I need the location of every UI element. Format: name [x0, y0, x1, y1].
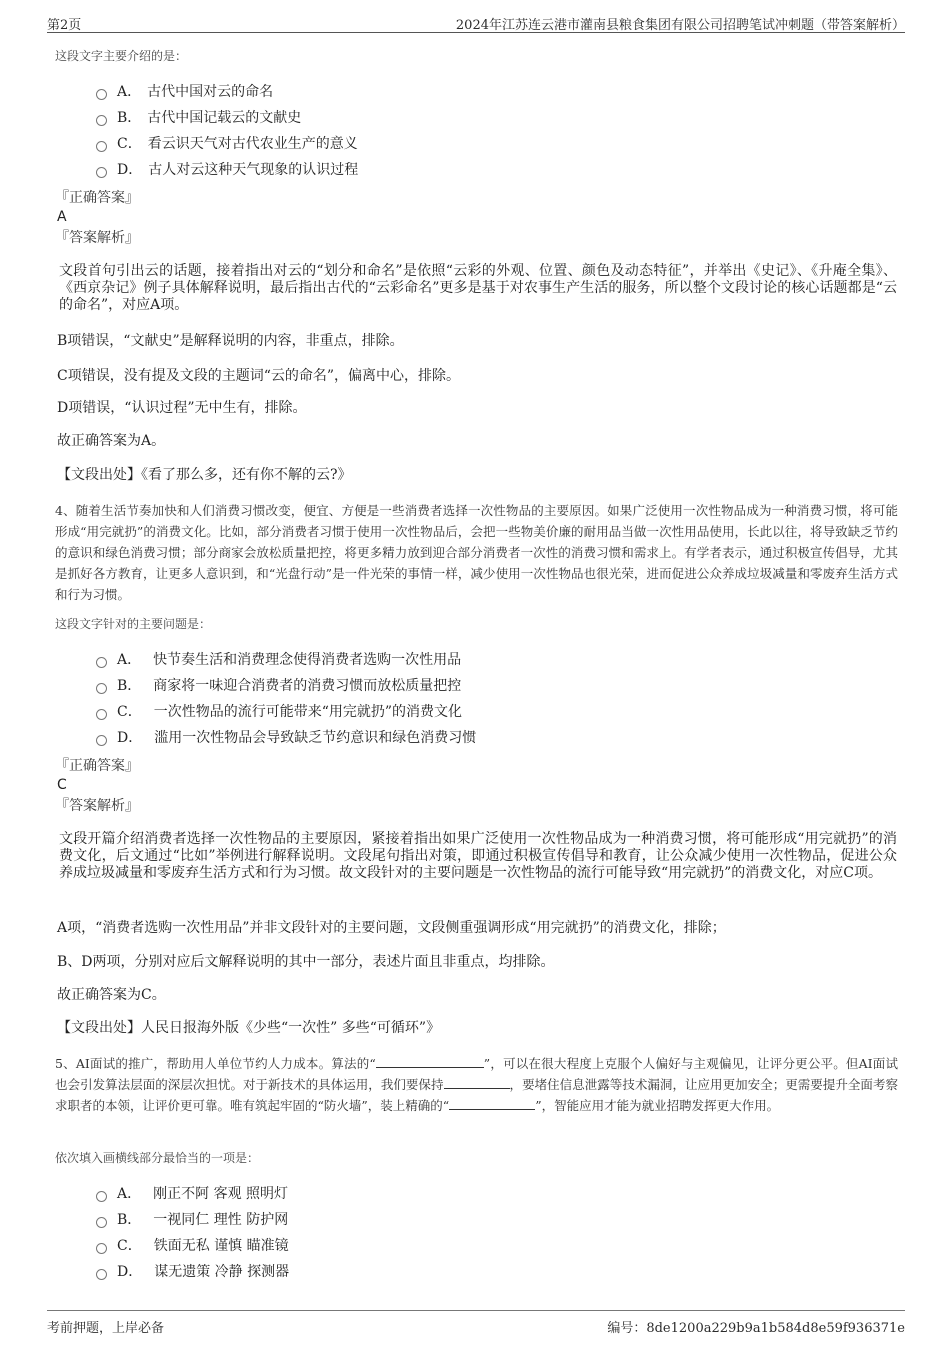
option-a[interactable] — [96, 83, 273, 101]
option-key: C． — [117, 136, 142, 152]
correct-answer: A — [57, 209, 67, 225]
radio-icon[interactable] — [96, 709, 107, 720]
option-key: A． — [117, 84, 142, 100]
analysis-text: B、D两项，分别对应后文解释说明的其中一部分，表述片面且非重点，均排除。 — [57, 954, 555, 970]
footer-slogan: 考前押题，上岸必备 — [47, 1321, 165, 1336]
option-key: C． — [117, 704, 142, 720]
analysis-text: 文段首句引出云的话题，接着指出对云的“划分和命名”是依照“云彩的外观、位置、颜色及动态特征”，并举出《史记》、《升庵全集》、《西京杂记》例子具体解释说明，最后指出古代的“云彩命名”更多是基于对农事生产生活的服务，所以整个文段讨论的核心话题都是“云的命名”，对应A项。 — [59, 263, 897, 313]
radio-icon[interactable] — [96, 89, 107, 100]
radio-icon[interactable] — [96, 1243, 107, 1254]
option-c[interactable] — [96, 703, 462, 721]
fill-blank-3 — [449, 1096, 535, 1110]
option-a[interactable] — [96, 651, 461, 669]
option-b[interactable] — [96, 109, 301, 127]
analysis-text: 故正确答案为A。 — [57, 433, 166, 449]
option-key: D． — [117, 162, 143, 178]
option-text: 一次性物品的流行可能带来“用完就扔”的消费文化 — [153, 704, 463, 720]
correct-answer: C — [57, 777, 67, 793]
page-footer — [47, 1310, 905, 1341]
analysis-text: B项错误，“文献史”是解释说明的内容，非重点，排除。 — [57, 333, 404, 349]
option-c[interactable] — [96, 135, 358, 153]
option-key: C． — [117, 1238, 142, 1254]
option-d[interactable] — [96, 1263, 289, 1281]
option-text: 谋无遗策 冷静 探测器 — [154, 1264, 290, 1280]
radio-icon[interactable] — [96, 735, 107, 746]
option-c[interactable] — [96, 1237, 289, 1255]
option-a[interactable] — [96, 1185, 288, 1203]
question-stem: 这段文字主要介绍的是： — [55, 49, 188, 63]
document-id: 编号：8de1200a229b9a1b584d8e59f936371e — [607, 1321, 905, 1336]
radio-icon[interactable] — [96, 115, 107, 126]
option-key: B． — [117, 1212, 142, 1228]
option-text: 铁面无私 谨慎 瞄准镜 — [153, 1238, 289, 1254]
analysis-text: C项错误，没有提及文段的主题词“云的命名”，偏离中心，排除。 — [57, 368, 461, 384]
page-number: 第2页 — [47, 18, 82, 33]
option-key: A． — [117, 652, 142, 668]
question-stem: 依次填入画横线部分最恰当的一项是： — [55, 1151, 260, 1165]
fill-blank-1 — [376, 1054, 484, 1068]
option-text: 古代中国记载云的文献史 — [147, 110, 302, 126]
radio-icon[interactable] — [96, 141, 107, 152]
radio-icon[interactable] — [96, 1191, 107, 1202]
option-text: 古代中国对云的命名 — [147, 84, 274, 100]
radio-icon[interactable] — [96, 683, 107, 694]
option-d[interactable] — [96, 161, 358, 179]
option-key: D． — [117, 730, 143, 746]
option-text: 刚正不阿 客观 照明灯 — [153, 1186, 289, 1202]
option-text: 滥用一次性物品会导致缺乏节约意识和绿色消费习惯 — [154, 730, 477, 746]
analysis-text: 故正确答案为C。 — [57, 987, 166, 1003]
option-b[interactable] — [96, 677, 461, 695]
analysis-text: A项，“消费者选购一次性用品”并非文段针对的主要问题，文段侧重强调形成“用完就扔”的消费文化，排除； — [57, 920, 726, 936]
question-stem: 这段文字针对的主要问题是： — [55, 617, 212, 631]
option-text: 一视同仁 理性 防护网 — [153, 1212, 289, 1228]
radio-icon[interactable] — [96, 1217, 107, 1228]
option-key: D． — [117, 1264, 143, 1280]
option-text: 快节奏生活和消费理念使得消费者选购一次性用品 — [153, 652, 462, 668]
radio-icon[interactable] — [96, 1269, 107, 1280]
radio-icon[interactable] — [96, 167, 107, 178]
document-title: 2024年江苏连云港市灌南县粮食集团有限公司招聘笔试冲刺题（带答案解析） — [455, 18, 905, 33]
answer-label: 『正确答案』 — [55, 190, 139, 206]
analysis-label: 『答案解析』 — [55, 798, 139, 814]
source-citation: 【文段出处】人民日报海外版《少些“一次性” 多些“可循环”》 — [57, 1020, 441, 1036]
option-key: A． — [117, 1186, 142, 1202]
analysis-text: 文段开篇介绍消费者选择一次性物品的主要原因，紧接着指出如果广泛使用一次性物品成为一种消费习惯，将可能形成“用完就扔”的消费文化，后文通过“比如”举例进行解释说明。文段尾句指出对策，即通过积极宣传倡导和教育，让公众减少使用一次性物品，促进公众养成垃圾减量和零废弃生活方式和行为习惯。故文段针对的主要问题是一次性物品的流行可能导致“用完就扔”的消费文化，对应C项。 — [59, 831, 897, 881]
option-text: 古人对云这种天气现象的认识过程 — [148, 162, 359, 178]
option-d[interactable] — [96, 729, 476, 747]
option-key: B． — [117, 110, 142, 126]
analysis-label: 『答案解析』 — [55, 230, 139, 246]
page-header — [47, 10, 905, 33]
fill-blank-2 — [444, 1075, 510, 1089]
option-text: 看云识天气对古代农业生产的意义 — [147, 136, 358, 152]
answer-label: 『正确答案』 — [55, 758, 139, 774]
question-passage: 5、AI面试的推广，帮助用人单位节约人力成本。算法的“ ”，可以在很大程度上克服个人偏好与主观偏见，让评分更公平。但AI面试也会引发算法层面的深层次担忧。对于新技术的具体运用，我们要保持 ，要堵住信息泄露等技术漏洞，让应用更加安全；更需要提升全面考察求职者的本领，让评价更可靠。唯有筑起牢固的“防火墙”，装上精确的“ ”，智能应用才能为就业招聘发挥更大作用。 — [55, 1056, 898, 1113]
option-text: 商家将一味迎合消费者的消费习惯而放松质量把控 — [153, 678, 462, 694]
question-passage: 4、随着生活节奏加快和人们消费习惯改变，便宜、方便是一些消费者选择一次性物品的主要原因。如果广泛使用一次性物品成为一种消费习惯，将可能形成“用完就扔”的消费文化。比如，部分消费者习惯于使用一次性物品后，会把一些物美价廉的耐用品当做一次性用品使用，长此以往，将导致缺乏节约的意识和绿色消费习惯；部分商家会放松质量把控，将更多精力放到迎合部分消费者一次性的消费习惯和需求上。有学者表示，通过积极宣传倡导，尤其是抓好各方教育，让更多人意识到，和“光盘行动”是一件光荣的事情一样，减少使用一次性物品也很光荣，进而促进公众养成垃圾减量和零废弃生活方式和行为习惯。 — [55, 503, 898, 602]
option-b[interactable] — [96, 1211, 288, 1229]
radio-icon[interactable] — [96, 657, 107, 668]
analysis-text: D项错误，“认识过程”无中生有，排除。 — [57, 400, 307, 416]
source-citation: 【文段出处】《看了那么多，还有你不解的云?》 — [57, 467, 352, 483]
option-key: B． — [117, 678, 142, 694]
